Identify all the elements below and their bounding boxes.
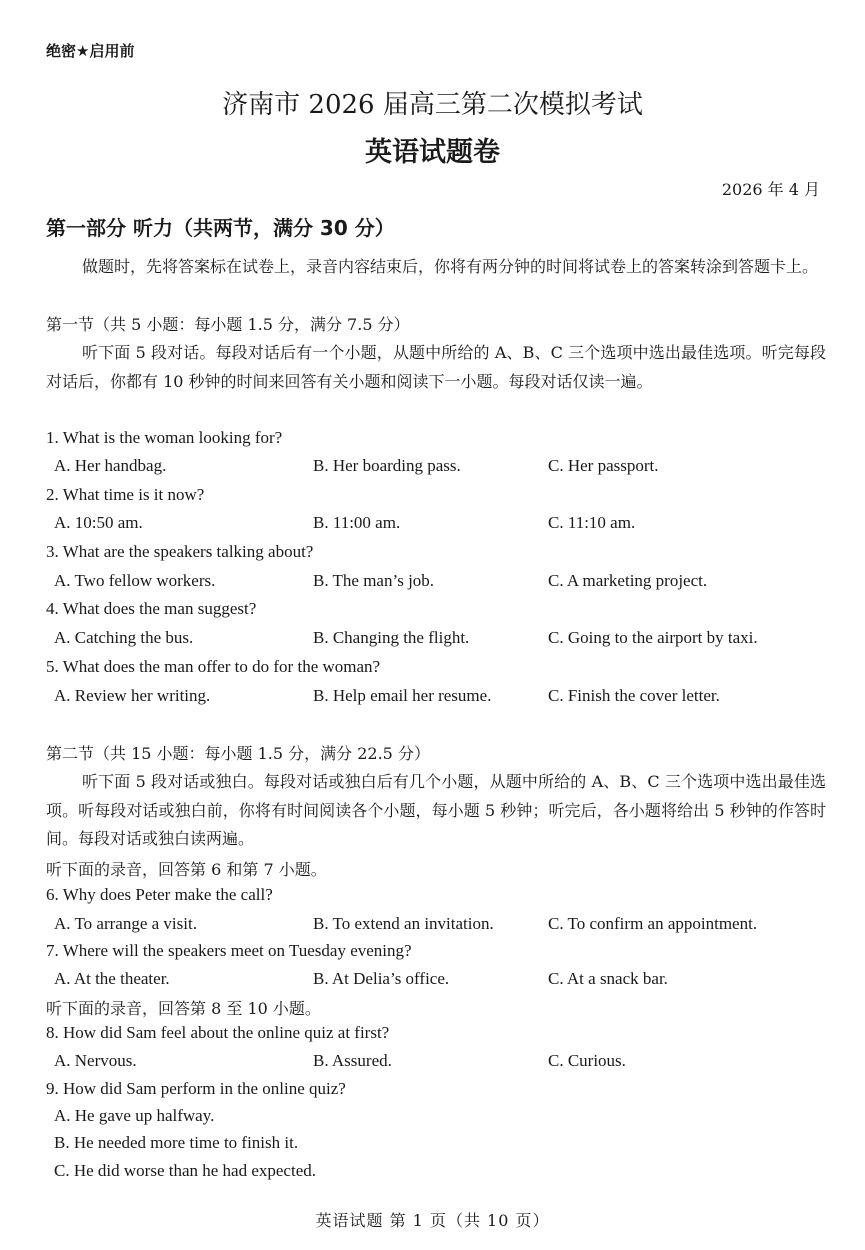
option-c: C. At a snack bar. xyxy=(548,969,668,988)
option-a: A. Catching the bus. xyxy=(54,628,194,647)
question-5-options xyxy=(54,686,834,712)
question-9-option-c: C. He did worse than he had expected. xyxy=(54,1161,316,1180)
option-c: C. Going to the airport by taxi. xyxy=(548,628,758,647)
option-a: A. Review her writing. xyxy=(54,686,211,705)
option-b: B. 11:00 am. xyxy=(313,513,401,532)
option-c: C. Finish the cover letter. xyxy=(548,686,720,705)
exam-date: 2026 年 4 月 xyxy=(721,180,820,199)
question-6-options xyxy=(54,914,834,940)
question-6: 6. Why does Peter make the call? xyxy=(46,885,273,904)
option-c: C. To confirm an appointment. xyxy=(548,914,758,933)
option-b: B. Assured. xyxy=(313,1051,392,1070)
option-a: A. Her handbag. xyxy=(54,456,167,475)
question-4: 4. What does the man suggest? xyxy=(46,599,257,618)
paper-subtitle: 英语试题卷 xyxy=(365,137,500,168)
question-5: 5. What does the man offer to do for the woman? xyxy=(46,657,381,676)
question-1-options xyxy=(54,456,834,482)
question-7-options xyxy=(54,969,834,995)
section-one-title: 第一节（共 5 小题：每小题 1.5 分，满分 7.5 分） xyxy=(46,315,410,334)
question-8: 8. How did Sam feel about the online quiz at first? xyxy=(46,1023,390,1042)
option-b: B. To extend an invitation. xyxy=(313,914,494,933)
option-a: A. At the theater. xyxy=(54,969,170,988)
question-9-option-a: A. He gave up halfway. xyxy=(54,1106,215,1125)
option-b: B. Help email her resume. xyxy=(313,686,492,705)
question-9-option-b: B. He needed more time to finish it. xyxy=(54,1133,299,1152)
part-one-title: 第一部分 听力（共两节，满分 30 分） xyxy=(46,216,395,240)
exam-title: 济南市 2026 届高三第二次模拟考试 xyxy=(222,90,643,120)
question-2: 2. What time is it now? xyxy=(46,485,205,504)
question-1: 1. What is the woman looking for? xyxy=(46,428,283,447)
option-c: C. 11:10 am. xyxy=(548,513,636,532)
section-two-instructions: 听下面 5 段对话或独白。每段对话或独白后有几个小题，从题中所给的 A、B、C 三个选项中选出最佳选项。听每段对话或独白前，你将有时间阅读各个小题，每小题 5 秒钟；听完后，各小题将给出 5 秒钟的作答时间。每段对话或独白读两遍。 xyxy=(46,772,826,848)
section-one-instructions: 听下面 5 段对话。每段对话后有一个小题，从题中所给的 A、B、C 三个选项中选出最佳选项。听完每段对话后，你都有 10 秒钟的时间来回答有关小题和阅读下一小题。每段对话仅读一遍。 xyxy=(46,343,826,391)
option-c: C. Her passport. xyxy=(548,456,659,475)
option-b: B. The man’s job. xyxy=(313,571,435,590)
option-a: A. Two fellow workers. xyxy=(54,571,216,590)
part-one-intro: 做题时，先将答案标在试卷上，录音内容结束后，你将有两分钟的时间将试卷上的答案转涂到答题卡上。 xyxy=(82,257,819,276)
page-footer: 英语试题 第 1 页（共 10 页） xyxy=(315,1211,550,1230)
audio-note-8-10: 听下面的录音，回答第 8 至 10 小题。 xyxy=(46,999,321,1018)
option-a: A. Nervous. xyxy=(54,1051,137,1070)
option-c: C. A marketing project. xyxy=(548,571,708,590)
option-b: B. At Delia’s office. xyxy=(313,969,450,988)
section-two-title: 第二节（共 15 小题：每小题 1.5 分，满分 22.5 分） xyxy=(46,744,430,763)
question-7: 7. Where will the speakers meet on Tuesday evening? xyxy=(46,941,412,960)
question-8-options xyxy=(54,1051,834,1077)
question-9: 9. How did Sam perform in the online quiz? xyxy=(46,1079,346,1098)
option-b: B. Changing the flight. xyxy=(313,628,470,647)
audio-note-6-7: 听下面的录音，回答第 6 和第 7 小题。 xyxy=(46,860,327,879)
question-3: 3. What are the speakers talking about? xyxy=(46,542,314,561)
option-a: A. To arrange a visit. xyxy=(54,914,197,933)
question-2-options xyxy=(54,513,834,539)
confidential-label: 绝密★启用前 xyxy=(46,42,135,60)
question-3-options xyxy=(54,571,834,597)
option-b: B. Her boarding pass. xyxy=(313,456,461,475)
option-a: A. 10:50 am. xyxy=(54,513,143,532)
option-c: C. Curious. xyxy=(548,1051,626,1070)
question-4-options xyxy=(54,628,834,654)
